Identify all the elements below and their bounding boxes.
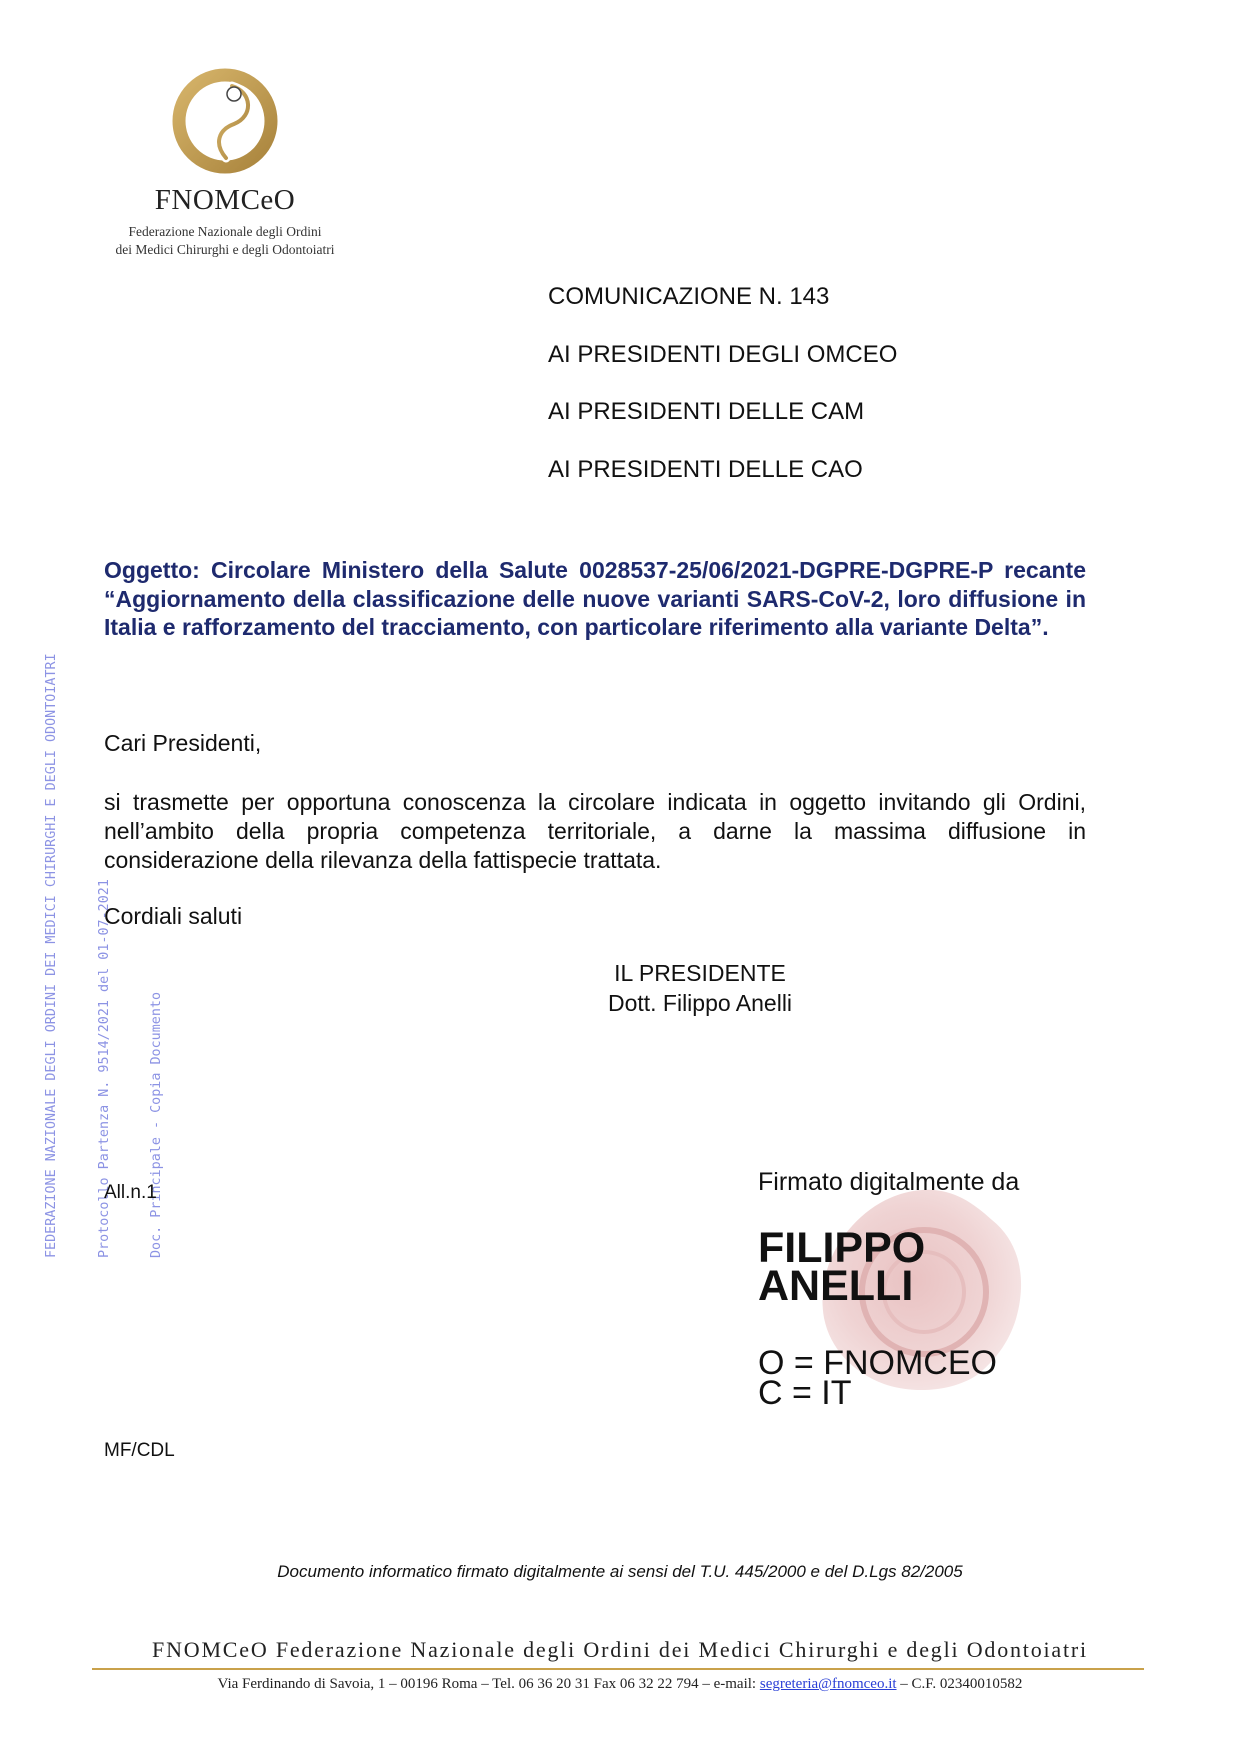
protocol-stamp-line2: Protocollo Partenza N. 9514/2021 del 01-07-2021 bbox=[96, 879, 112, 1258]
footer-address bbox=[0, 1676, 1240, 1693]
digital-signer-org: O = FNOMCEO bbox=[758, 1344, 997, 1382]
org-full-name-line2: dei Medici Chirurghi e degli Odontoiatri bbox=[115, 242, 335, 257]
digital-signer-name bbox=[758, 1224, 926, 1310]
recipient-omceo: AI PRESIDENTI DEGLI OMCEO bbox=[548, 340, 898, 368]
recipient-cam: AI PRESIDENTI DELLE CAM bbox=[548, 398, 865, 425]
body-paragraph: si trasmette per opportuna conoscenza la circolare indicata in oggetto invitando gli Ordini, nell’ambito della propria competenza territoriale, a darne la massima diffusione in considerazione della rilevanza della fattispecie trattata. bbox=[104, 789, 1086, 873]
digital-signer-country: C = IT bbox=[758, 1374, 852, 1412]
digital-signer-first-name: FILIPPO bbox=[758, 1224, 926, 1272]
signatory-name: Dott. Filippo Anelli bbox=[607, 989, 793, 1016]
attachments-note: All.n.1 bbox=[104, 1182, 157, 1203]
org-full-name bbox=[100, 223, 350, 259]
protocol-stamp-line3: Doc. Principale - Copia Documento bbox=[149, 991, 164, 1258]
communication-number: COMUNICAZIONE N. 143 bbox=[548, 283, 830, 310]
recipient-cao: AI PRESIDENTI DELLE CAO bbox=[548, 455, 863, 483]
author-initials: MF/CDL bbox=[104, 1440, 175, 1461]
footer-address-suffix: – C.F. 02340010582 bbox=[900, 1676, 1023, 1692]
digital-signature-label: Firmato digitalmente da bbox=[758, 1168, 1020, 1196]
legal-note: Documento informatico firmato digitalmente ai sensi del T.U. 445/2000 e del D.Lgs 82/2005 bbox=[277, 1562, 963, 1581]
recipients-block bbox=[548, 268, 897, 498]
fnomceo-logo-icon bbox=[170, 66, 280, 176]
signature-block bbox=[500, 959, 900, 1018]
protocol-stamp-line1: FEDERAZIONE NAZIONALE DEGLI ORDINI DEI MEDICI CHIRURGHI E DEGLI ODONTOIATRI bbox=[44, 653, 59, 1258]
letterhead-logo bbox=[100, 66, 350, 259]
closing: Cordiali saluti bbox=[104, 903, 243, 929]
org-short-name: FNOMCeO bbox=[154, 184, 296, 216]
footer-email-link[interactable]: segreteria@fnomceo.it bbox=[759, 1676, 897, 1692]
signatory-title: IL PRESIDENTE bbox=[614, 960, 786, 986]
footer-address-prefix: Via Ferdinando di Savoia, 1 – 00196 Roma – Tel. 06 36 20 31 Fax 06 32 22 794 – e-mail: bbox=[217, 1676, 757, 1692]
digital-signer-details bbox=[758, 1344, 997, 1412]
subject-line: Oggetto: Circolare Ministero della Salute 0028537-25/06/2021-DGPRE-DGPRE-P recante “Aggiornamento della classificazione delle nuove varianti SARS-CoV-2, loro diffusione in Italia e rafforzamento del tracciamento, con particolare riferimento alla variante Delta”. bbox=[104, 557, 1086, 640]
greeting: Cari Presidenti, bbox=[104, 730, 262, 756]
org-full-name-line1: Federazione Nazionale degli Ordini bbox=[128, 224, 322, 239]
digital-signer-last-name: ANELLI bbox=[758, 1262, 914, 1310]
footer-divider bbox=[92, 1668, 1144, 1670]
footer-title: FNOMCeO Federazione Nazionale degli Ordini dei Medici Chirurghi e degli Odontoiatri bbox=[152, 1637, 1088, 1662]
